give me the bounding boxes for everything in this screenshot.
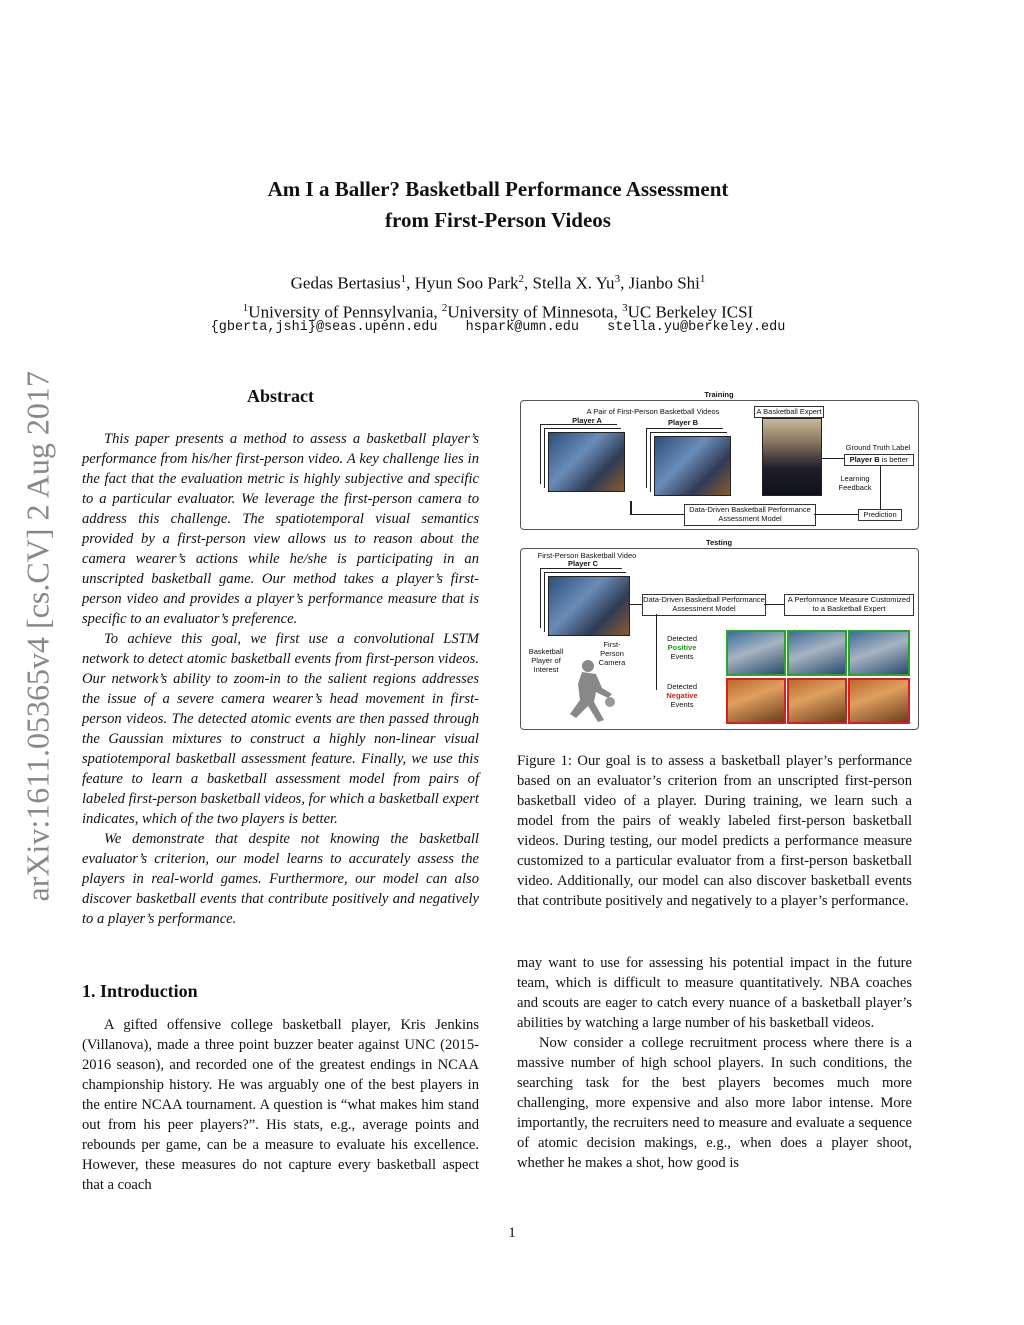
- aff-num: 2: [441, 301, 448, 314]
- gt-value-rest: is better: [879, 455, 909, 464]
- author-aff: 3: [614, 273, 621, 285]
- section-heading-introduction: 1. Introduction: [82, 981, 198, 1001]
- author-aff: 2: [518, 273, 525, 285]
- positive-event-frame: [726, 630, 786, 676]
- arxiv-stamp: arXiv:1611.05365v4 [cs.CV] 2 Aug 2017: [19, 371, 56, 902]
- figure-caption: [517, 751, 912, 911]
- author-name: Stella X. Yu: [532, 273, 615, 293]
- author-list: Gedas Bertasius$^1$, Hyun Soo Park$^2$, Stella X. Yu$^3$, Jianbo Shi$^1$: [290, 273, 706, 293]
- positive-event-frame: [787, 630, 847, 676]
- negative-event-frame: [726, 678, 786, 724]
- player-a-label: Player A: [572, 416, 602, 425]
- pair-label: A Pair of First-Person Basketball Videos: [586, 407, 720, 416]
- expert-label: A Basketball Expert: [754, 406, 824, 418]
- training-label: Training: [704, 390, 734, 399]
- negative-text: Negative: [666, 691, 698, 700]
- intro-paragraph: Now consider a college recruitment process where there is a massive number of high school players. In such conditions, the searching task for the best players becomes much more challenging, more expensive and also more labor intense. More importantly, the recruiters need to measure and evaluate a sequence of atomic decision makings, e.g., when does a player shoot, whether he makes a shot, how good is: [517, 1035, 912, 1171]
- negative-event-frame: [848, 678, 910, 724]
- gt-value-box: [844, 454, 914, 466]
- gt-value-bold: Player B: [849, 455, 880, 464]
- affiliation: University of Pennsylvania: [248, 302, 434, 322]
- events-text: Events: [670, 700, 694, 709]
- performance-measure-box: A Performance Measure Customized to a Basketball Expert: [784, 594, 914, 616]
- author-name: Gedas Bertasius: [290, 273, 401, 293]
- paper-title: [160, 174, 836, 236]
- negative-events-label: [658, 682, 706, 709]
- player-c-label: Player C: [567, 559, 599, 568]
- caption-text: Figure 1: Our goal is to assess a basketball player’s performance based on an evaluator’s criterion from an unscripted first-person basketball video of a player. During training, we learn such a model from the pairs of weakly labeled first-person basketball videos. During testing, our model predicts a performance measure customized to a particular evaluator from a first-person basketball video. Additionally, our model can also discover basketball events that contribute positively and negatively to a player’s performance.: [517, 753, 912, 909]
- figure-1: [518, 388, 920, 732]
- test-video-label: First-Person Basketball Video: [537, 551, 637, 560]
- arrow-line: [630, 514, 684, 515]
- affiliation-list: $^1$University of Pennsylvania, $^2$University of Minnesota, $^3$UC Berkeley ICSI: [242, 301, 754, 322]
- video-frame: [548, 432, 625, 492]
- affiliation: University of Minnesota: [447, 302, 614, 322]
- testing-model-box: Data-Driven Basketball Performance Assessment Model: [642, 594, 766, 616]
- arrow-line: [880, 465, 881, 509]
- email: hspark@umn.edu: [465, 320, 580, 335]
- prediction-box: Prediction: [858, 509, 902, 521]
- author-aff: 1: [400, 273, 407, 285]
- learning-feedback: Learning Feedback: [838, 474, 872, 492]
- intro-paragraph: may want to use for assessing his potential impact in the future team, which is difficult to measure quantitatively. NBA coaches and scouts are eager to catch every nuance of a basketball player’s abilities by watching a large number of his basketball videos.: [517, 955, 912, 1031]
- title-line-1: Am I a Baller? Basketball Performance Assessment: [267, 177, 729, 201]
- aff-num: 3: [622, 301, 628, 314]
- intro-paragraph: A gifted offensive college basketball player, Kris Jenkins (Villanova), made a three point buzzer beater against UNC (2015-2016 season), and recorded one of the greatest endings in NCAA championship history. He was arguably one of the best players in the entire NCAA tournament. A question is “what makes him stand out from his peer players?”. His stats, e.g., average points and rebounds per game, can be a measure to evaluate his excellence. However, these measures do not capture every basketball aspect that a coach: [82, 1017, 479, 1193]
- aff-num: 1: [242, 301, 249, 314]
- author-name: Hyun Soo Park: [414, 273, 519, 293]
- abstract-paragraph: We demonstrate that despite not knowing the basketball evaluator’s criterion, our model learns to accurately assess the players in real-world games. Furthermore, our model can also discover basketball events that contribute positively and negatively to a player’s performance.: [82, 831, 479, 927]
- expert-photo: [762, 418, 822, 496]
- gt-label: Ground Truth Label: [845, 443, 911, 452]
- abstract-heading: Abstract: [247, 386, 314, 406]
- player-of-interest-label: Basketball Player of Interest: [528, 647, 564, 674]
- positive-event-frame: [848, 630, 910, 676]
- detected-text: Detected: [666, 634, 698, 643]
- player-b-label: Player B: [667, 418, 699, 427]
- arrow-line: [814, 514, 858, 515]
- introduction-continued: [517, 953, 912, 1173]
- positive-text: Positive: [667, 643, 697, 652]
- author-name: Jianbo Shi: [628, 273, 700, 293]
- arrow-line: [764, 604, 784, 605]
- abstract-paragraph: To achieve this goal, we first use a convolutional LSTM network to detect atomic basketball events from first-person videos. Our network’s ability to zoom-in to the salient regions addresses the issue of a severe camera wearer’s head movement in first-person videos. The detected atomic events are then passed through the Gaussian mixtures to construct a highly non-linear visual spatiotemporal basketball assessment feature. Finally, we use this feature to learn a basketball assessment model from pairs of labeled first-person basketball videos, for which a basketball expert indicates, which of the two players is better.: [82, 631, 479, 827]
- title-line-2: from First-Person Videos: [385, 208, 611, 232]
- video-frame: [654, 436, 731, 496]
- arrow-line: [630, 501, 632, 515]
- email: {gberta,jshi}@seas.upenn.edu: [210, 320, 438, 335]
- first-person-camera-label: First-Person Camera: [598, 640, 626, 667]
- detected-text: Detected: [666, 682, 698, 691]
- player-silhouette-icon: [542, 658, 622, 726]
- video-frame: [548, 576, 630, 636]
- abstract-paragraph: This paper presents a method to assess a basketball player’s performance from his/her first-person video. A key challenge lies in the fact that the evaluation metric is highly subjective and specific to a particular evaluator. We leverage the first-person camera to address this challenge. The spatiotemporal visual semantics provided by a first-person view allows us to reason about the camera wearer’s actions while he/she is participating in an unscripted basketball game. Our method takes a player’s first-person video and provides a player’s performance measure that is specific to an evaluator’s preference.: [82, 431, 479, 627]
- events-text: Events: [670, 652, 694, 661]
- abstract-body: [82, 429, 479, 929]
- training-model-box: Data-Driven Basketball Performance Assessment Model: [684, 504, 816, 526]
- negative-event-frame: [787, 678, 847, 724]
- author-block: [120, 267, 876, 324]
- author-aff: 1: [699, 273, 706, 285]
- arrow-line: [656, 614, 657, 690]
- introduction-body: [82, 1015, 479, 1195]
- email: stella.yu@berkeley.edu: [607, 320, 786, 335]
- testing-label: Testing: [705, 538, 733, 547]
- positive-events-label: [658, 634, 706, 661]
- page-number: 1: [508, 1225, 516, 1241]
- email-list: [120, 320, 876, 335]
- arrow-line: [822, 458, 844, 459]
- arrow-line: [628, 604, 642, 605]
- affiliation: UC Berkeley ICSI: [627, 302, 754, 322]
